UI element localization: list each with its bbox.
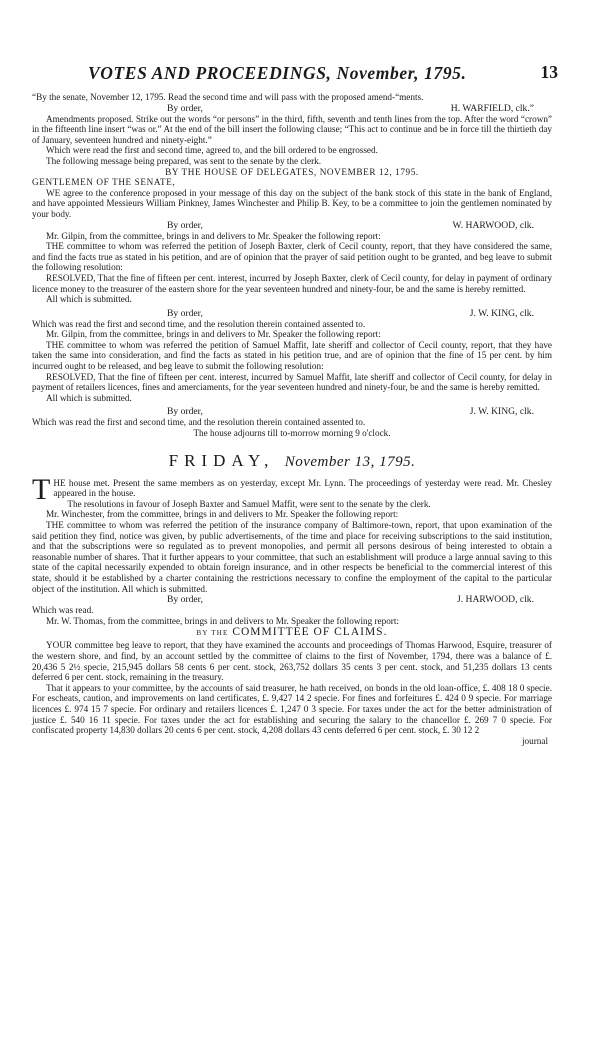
signature-clerk: J. W. KING, clk. (469, 307, 534, 319)
signature-line (32, 594, 552, 605)
signature-clerk: J. HARWOOD, clk. (456, 594, 534, 606)
committee-name: COMMITTEE OF CLAIMS. (232, 626, 388, 639)
signature-clerk: H. WARFIELD, clk.” (450, 102, 534, 114)
signature-line (32, 308, 552, 319)
page-header (88, 63, 558, 85)
signature-by-order: By order, (167, 102, 203, 114)
signature-by-order: By order, (167, 594, 203, 606)
page-body (32, 92, 552, 746)
adjournment: The house adjourns till to-morrow morning 9 o'clock. (193, 428, 391, 439)
signature-line (32, 103, 552, 114)
paragraph: Which were read the first and second time, agreed to, and the bill ordered to be engrossed. (46, 145, 378, 156)
paragraph: All which is submitted. (46, 294, 132, 305)
paragraph: Mr. Gilpin, from the committee, brings in and delivers to Mr. Speaker the following report: (46, 329, 381, 340)
signature-by-order: By order, (167, 406, 203, 418)
paragraph: THE committee to whom was referred the petition of Joseph Baxter, clerk of Cecil county, report, that they have considered the same, and find the facts true as stated in his petition, and are of opinion that the prayer of said petition ought to be granted, and beg leave to submit the following resolution: (32, 241, 552, 273)
paragraph: YOUR committee beg leave to report, that they have examined the accounts and proceedings of Thomas Harwood, Esquire, treasurer of the western shore, and find, by an account settled by the committee of claims to the first of November, 1794, there was a balance of £. 20,436 5 2½ specie, 215,945 dollars 58 cents 6 per cent. stock, 263,752 dollars 35 cents 3 per cent. stock, and 51,235 dollars 13 cents deferred 6 per cent. stock, remaining in the treasury. (32, 640, 552, 683)
signature-clerk: W. HARWOOD, clk. (452, 219, 534, 231)
paragraph: THE committee to whom was referred the petition of Samuel Maffit, late sheriff and collector of Cecil county, report, that they have taken the same into consideration, and find the facts as stated in his petition true, and are of opinion that the fine of 15 per cent. by him incurred ought to be released, and beg leave to submit the following resolution: (32, 339, 552, 372)
paragraph: The resolutions in favour of Joseph Baxter and Samuel Maffit, were sent to the senate by the clerk. (67, 498, 431, 509)
senate-endorsement: “By the senate, November 12, 1795. Read the second time and will pass with the proposed amend-“ments. (32, 92, 424, 102)
house-dateline: BY THE HOUSE OF DELEGATES, NOVEMBER 12, 1795. (165, 166, 419, 177)
opening-text: HE house met. Present the same members as on yesterday, except Mr. Lynn. The proceedings of yesterday were read. Mr. Chesley appeared in the house. (53, 477, 552, 499)
day-heading (32, 451, 552, 472)
paragraph: Mr. Winchester, from the committee, brings in and delivers to Mr. Speaker the following report: (46, 509, 399, 520)
running-title: VOTES AND PROCEEDINGS, November, 1795. (88, 63, 467, 83)
paragraph: Mr. W. Thomas, from the committee, brings in and delivers to Mr. Speaker the following report: (46, 615, 399, 626)
paragraph: Amendments proposed. Strike out the words “or persons” in the third, fifth, seventh and tenth lines from the top. After the word “crown” in the fifteenth line insert “was or.” At the end of the bill insert the following clause; “This act to continue and be in force till the thirtieth day of January, seventeen hundred and ninety-eight.” (32, 113, 552, 145)
paragraph: Which was read. (32, 605, 94, 616)
signature-by-order: By order, (167, 219, 203, 231)
paragraph: That it appears to your committee, by the accounts of said treasurer, he hath received, on bonds in the old loan-office, £. 408 18 0 specie. For escheats, caution, and improvements on land certificates, £. 9,427 14 2 specie. For fines and forfeitures £. 424 0 9 specie. For marriage licences £. 974 15 7 specie. For ordinary and retailers licences £. 1,247 0 3 specie. For taxes under the act for the better administration of justice £. 540 16 11 specie. For taxes under the act for establishing and securing the salary to the chancellor £. 269 7 0 specie. For confiscated property 14,830 dollars 20 cents 6 per cent. stock, 4,208 dollars 43 cents deferred 6 per cent. stock, £. 30 12 2 (32, 682, 552, 736)
page-number: 13 (540, 62, 558, 82)
day-date: November 13, 1795. (284, 453, 416, 470)
paragraph: Which was read the first and second time, and the resolution therein contained assented to. (32, 318, 366, 329)
salutation: GENTLEMEN OF THE SENATE, (32, 177, 176, 188)
committee-heading (32, 626, 552, 640)
resolution: RESOLVED, That the fine of fifteen per cent. interest, incurred by Joseph Baxter, clerk of Cecil county, for delay in payment of ordinary licence money to the treasurer of the eastern shore for the year seventeen hundred and ninety-four, be and the same is hereby remitted. (32, 272, 552, 294)
paragraph: THE committee to whom was referred the petition of the insurance company of Baltimore-town, report, that upon examination of the said petition they find, notice was given, by public advertisements, of the time and place for receiving subscriptions to the said institution, and that the subscriptions were so regulated as to prevent monopolies, and permit all persons desirous of being interested to obtain a reasonable number of shares. That it further appears to your committee, that such an establishment will produce a large annual saving to this state of the capital necessarily expended to obtain foreign insurance, and in other respects be beneficial to the commercial interest of this state, should it be established by a charter containing the restrictions necessary to confine the employment of the capital to the particular object of the institution. All which is submitted. (32, 520, 552, 594)
drop-cap: T (32, 472, 51, 506)
signature-line (32, 220, 552, 231)
signature-clerk: J. W. KING, clk. (469, 406, 534, 418)
day-name: FRIDAY, (168, 450, 275, 470)
catchword: journal (521, 735, 548, 746)
paragraph: All which is submitted. (46, 392, 132, 403)
signature-line (32, 406, 552, 417)
committee-by: BY THE (196, 629, 229, 638)
signature-by-order: By order, (167, 307, 203, 319)
paragraph: Mr. Gilpin, from the committee, brings in and delivers to Mr. Speaker the following report: (46, 230, 381, 241)
paragraph: Which was read the first and second time, and the resolution therein contained assented to. (32, 417, 366, 428)
paragraph: The following message being prepared, was sent to the senate by the clerk. (46, 155, 322, 166)
resolution: RESOLVED, That the fine of fifteen per cent. interest, incurred by Samuel Maffit, late sheriff and collector of Cecil county, for delay in payment of retailers licences, fines and amerciaments, for the year seventeen hundred and ninety-four, be and the same is hereby remitted. (32, 371, 552, 393)
paragraph: WE agree to the conference proposed in your message of this day on the subject of the bank stock of this state in the bank of England, and have appointed Messieurs William Pinkney, James Winchester and Philip B. Key, to be a committee to join the gentlemen nominated by your body. (32, 187, 552, 219)
